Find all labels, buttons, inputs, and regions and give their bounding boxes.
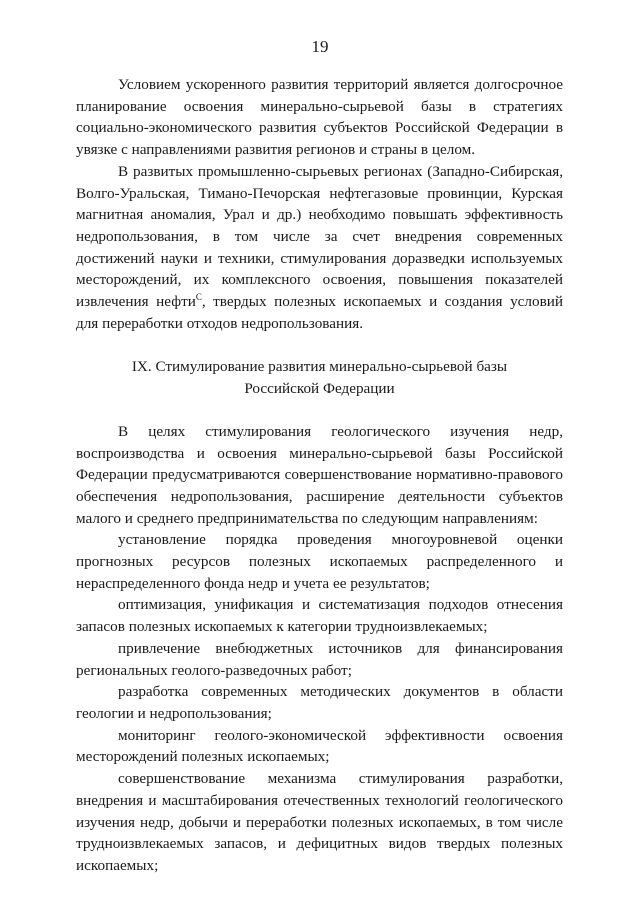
section-heading-line-2: Российской Федерации [244,380,395,398]
paragraph-industrial-regions [76,161,563,335]
list-item: привлечение внебюджетных источников для финансирования региональных геолого-разведочных работ; [76,639,563,679]
list-item: разработка современных методических документов в области геологии и недропользования; [76,683,563,722]
document-body [76,74,563,877]
paragraph-text: В развитых промышленно-сырьевых регионах (Западно-Сибирская, Волго-Уральская, Тимано-Печорская нефтегазовые провинции, Курская магнитная аномалия, Урал и др.) необходимо повышать эффективность недропользования, в том числе за счет внедрения современных достижений науки и техники, стимулирования доразведки используемых месторождений, их комплексного освоения, повышения показателей извлечения нефти [76,162,563,311]
intro-section [76,74,563,334]
stimulation-section [76,421,563,877]
section-heading-line-1: IX. Стимулирование развития минерально-сырьевой базы [131,358,508,376]
section-heading [76,356,563,399]
superscript-mark: С [195,291,202,302]
list-item: установление порядка проведения многоуровневой оценки прогнозных ресурсов полезных ископаемых распределенного и нераспределенного фонда недр и учета ее результатов; [76,531,563,592]
section-lead-paragraph: В целях стимулирования геологического изучения недр, воспроизводства и освоения минерально-сырьевой базы Российской Федерации предусматриваются совершенствование нормативно-правового обеспечения недропользования, расширение деятельности субъектов малого и среднего предпринимательства по следующим направлениям: [76,422,563,527]
paragraph-text-end: , твердых полезных ископаемых и создания условий для переработки отходов недропользования. [76,293,563,332]
list-item: оптимизация, унификация и систематизация подходов отнесения запасов полезных ископаемых к категории трудноизвлекаемых; [76,596,563,636]
paragraph-planning: Условием ускоренного развития территорий является долгосрочное планирование освоения минерально-сырьевой базы в стратегиях социально-экономического развития субъектов Российской Федерации в увязке с направлениями развития регионов и страны в целом. [76,76,563,159]
page-number: 19 [311,37,329,56]
list-item: мониторинг геолого-экономической эффективности освоения месторождений полезных ископаемых; [76,726,563,766]
list-item: совершенствование механизма стимулирования разработки, внедрения и масштабирования отечественных технологий геологического изучения недр, добычи и переработки полезных ископаемых, в том числе трудноизвлекаемых запасов, и дефицитных видов твердых полезных ископаемых; [76,770,563,874]
